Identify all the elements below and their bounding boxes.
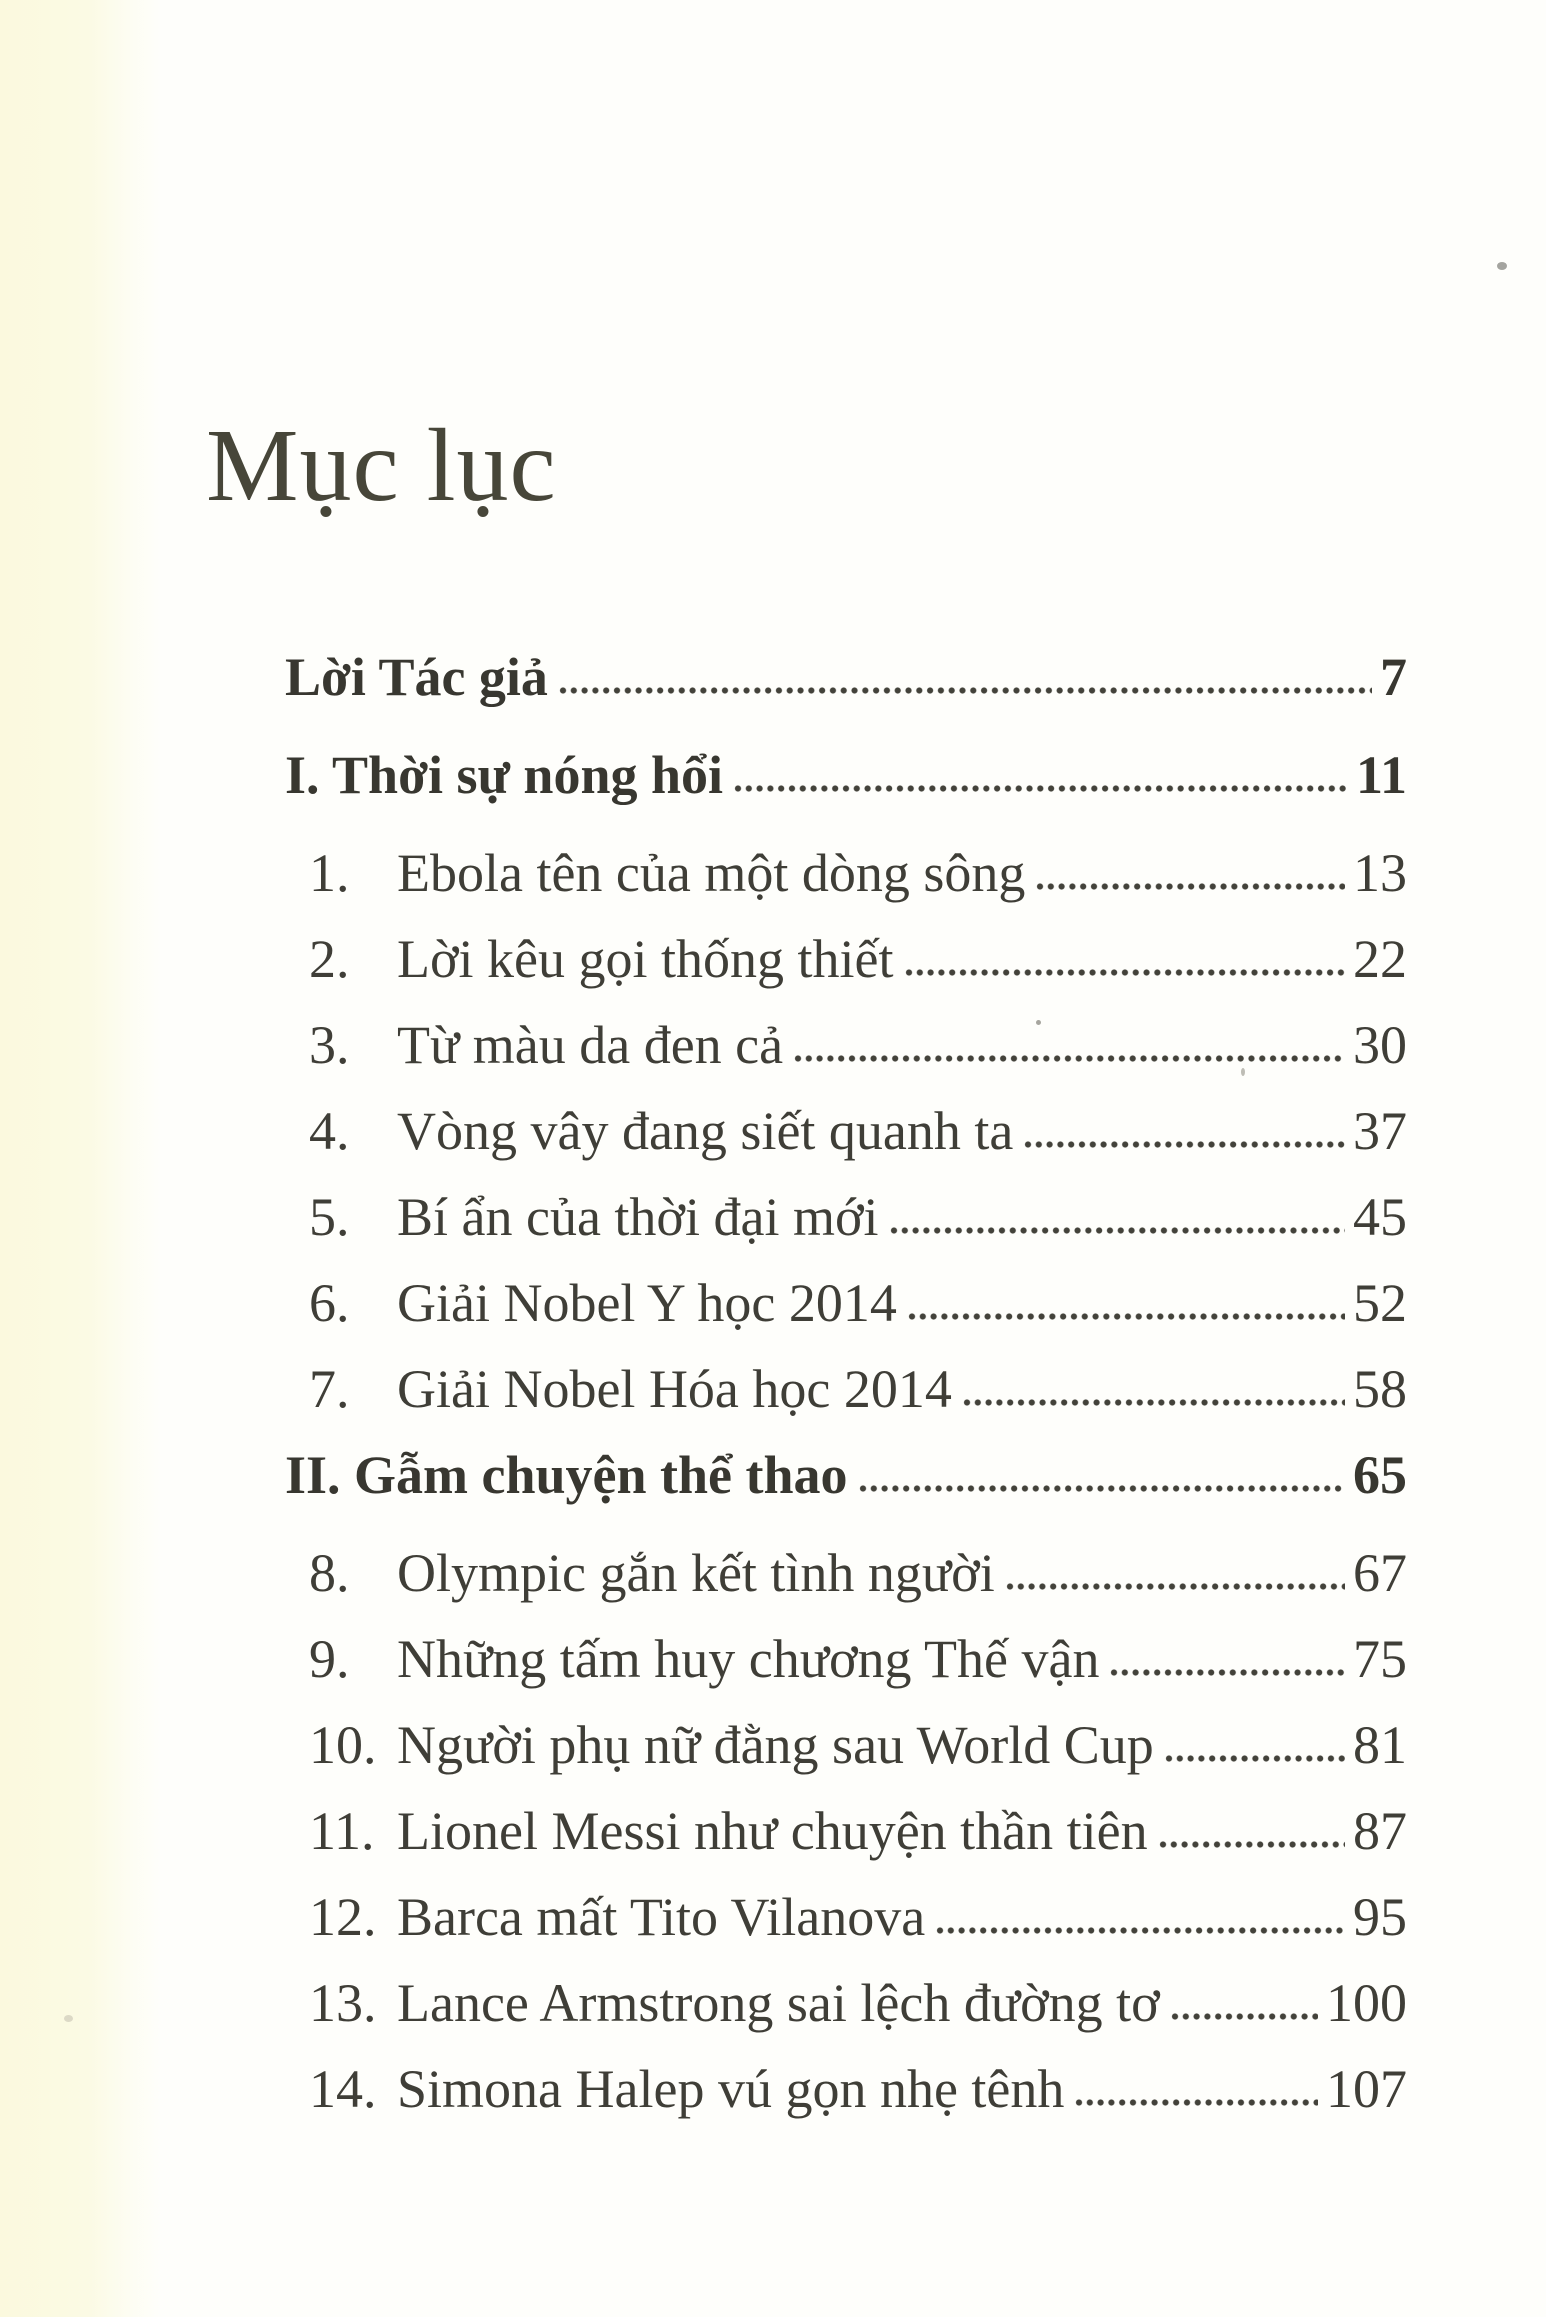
toc-item-number: 4. bbox=[309, 1101, 350, 1161]
toc-page-number: 52 bbox=[1353, 1273, 1407, 1333]
toc-page-number: 100 bbox=[1326, 1973, 1407, 2033]
toc-item-label: Bí ẩn của thời đại mới bbox=[397, 1187, 879, 1247]
page-title: Mục lục bbox=[206, 408, 557, 523]
toc-header-row bbox=[285, 648, 1407, 706]
toc-page-number: 95 bbox=[1353, 1887, 1407, 1947]
toc-item-label: Lance Armstrong sai lệch đường tơ bbox=[397, 1973, 1160, 2033]
toc-page-number: 58 bbox=[1353, 1359, 1407, 1419]
dot-leader bbox=[1023, 1140, 1345, 1149]
dot-leader bbox=[962, 1398, 1345, 1407]
toc-page-number: 7 bbox=[1380, 647, 1407, 707]
toc-item-label: Lời kêu gọi thống thiết bbox=[397, 929, 894, 989]
toc-item-number: 7. bbox=[309, 1359, 350, 1419]
dot-leader bbox=[1170, 2012, 1318, 2021]
toc-page-number: 11 bbox=[1355, 745, 1407, 805]
toc-item-number: 12. bbox=[309, 1887, 377, 1947]
toc-section-header-row bbox=[285, 1446, 1407, 1504]
toc-item-label: Những tấm huy chương Thế vận bbox=[397, 1629, 1100, 1689]
toc-item-label: Simona Halep vú gọn nhẹ tênh bbox=[397, 2059, 1065, 2119]
toc-section-header-row bbox=[285, 746, 1407, 804]
toc-page-number: 30 bbox=[1353, 1015, 1407, 1075]
toc-page-number: 67 bbox=[1353, 1543, 1407, 1603]
toc-item-label: Lionel Messi như chuyện thần tiên bbox=[397, 1801, 1148, 1861]
table-of-contents bbox=[285, 648, 1407, 2146]
dot-leader bbox=[858, 1484, 1345, 1493]
dot-leader bbox=[1164, 1754, 1345, 1763]
dot-leader bbox=[907, 1312, 1345, 1321]
toc-item-label: Người phụ nữ đằng sau World Cup bbox=[397, 1715, 1154, 1775]
toc-page-number: 45 bbox=[1353, 1187, 1407, 1247]
toc-item-number: 10. bbox=[309, 1715, 377, 1775]
toc-item-label: Giải Nobel Y học 2014 bbox=[397, 1273, 897, 1333]
scan-speck bbox=[64, 2015, 73, 2022]
toc-item-row bbox=[285, 1544, 1407, 1602]
toc-item-row bbox=[285, 1888, 1407, 1946]
toc-item-row bbox=[285, 1188, 1407, 1246]
dot-leader bbox=[793, 1054, 1345, 1063]
toc-page-number: 87 bbox=[1353, 1801, 1407, 1861]
toc-header-label: Lời Tác giả bbox=[285, 647, 548, 707]
toc-page-number: 13 bbox=[1353, 843, 1407, 903]
toc-item-label: Ebola tên của một dòng sông bbox=[397, 843, 1026, 903]
toc-page-number: 107 bbox=[1326, 2059, 1407, 2119]
toc-item-number: 2. bbox=[309, 929, 350, 989]
dot-leader bbox=[733, 784, 1348, 793]
toc-item-number: 11. bbox=[309, 1801, 375, 1861]
dot-leader bbox=[889, 1226, 1345, 1235]
toc-item-row bbox=[285, 1802, 1407, 1860]
toc-item-row bbox=[285, 1016, 1407, 1074]
toc-item-label: Olympic gắn kết tình người bbox=[397, 1543, 995, 1603]
page-edge-shading bbox=[0, 0, 160, 2317]
toc-item-row bbox=[285, 2060, 1407, 2118]
toc-page-number: 65 bbox=[1353, 1445, 1407, 1505]
toc-page-number: 37 bbox=[1353, 1101, 1407, 1161]
toc-item-row bbox=[285, 1716, 1407, 1774]
toc-item-number: 8. bbox=[309, 1543, 350, 1603]
toc-item-number: 13. bbox=[309, 1973, 377, 2033]
dot-leader bbox=[1035, 882, 1345, 891]
scan-speck bbox=[1497, 262, 1507, 270]
toc-item-number: 5. bbox=[309, 1187, 350, 1247]
toc-page-number: 81 bbox=[1353, 1715, 1407, 1775]
toc-item-row bbox=[285, 1630, 1407, 1688]
toc-item-row bbox=[285, 1974, 1407, 2032]
dot-leader bbox=[1005, 1582, 1345, 1591]
toc-item-row bbox=[285, 1102, 1407, 1160]
toc-item-number: 1. bbox=[309, 843, 350, 903]
toc-page-number: 22 bbox=[1353, 929, 1407, 989]
toc-item-label: Giải Nobel Hóa học 2014 bbox=[397, 1359, 952, 1419]
toc-item-row bbox=[285, 930, 1407, 988]
toc-header-label: I. Thời sự nóng hổi bbox=[285, 745, 724, 805]
toc-item-label: Barca mất Tito Vilanova bbox=[397, 1887, 926, 1947]
toc-item-label: Vòng vây đang siết quanh ta bbox=[397, 1101, 1014, 1161]
toc-item-number: 6. bbox=[309, 1273, 350, 1333]
toc-item-row bbox=[285, 1274, 1407, 1332]
dot-leader bbox=[558, 686, 1372, 695]
dot-leader bbox=[1074, 2098, 1318, 2107]
toc-item-label: Từ màu da đen cả bbox=[397, 1015, 784, 1075]
toc-item-row bbox=[285, 844, 1407, 902]
dot-leader bbox=[1109, 1668, 1345, 1677]
toc-item-number: 3. bbox=[309, 1015, 350, 1075]
toc-item-number: 9. bbox=[309, 1629, 350, 1689]
toc-page-number: 75 bbox=[1353, 1629, 1407, 1689]
dot-leader bbox=[1158, 1840, 1345, 1849]
toc-item-number: 14. bbox=[309, 2059, 377, 2119]
toc-header-label: II. Gẫm chuyện thể thao bbox=[285, 1445, 848, 1505]
toc-item-row bbox=[285, 1360, 1407, 1418]
dot-leader bbox=[935, 1926, 1345, 1935]
dot-leader bbox=[904, 968, 1346, 977]
